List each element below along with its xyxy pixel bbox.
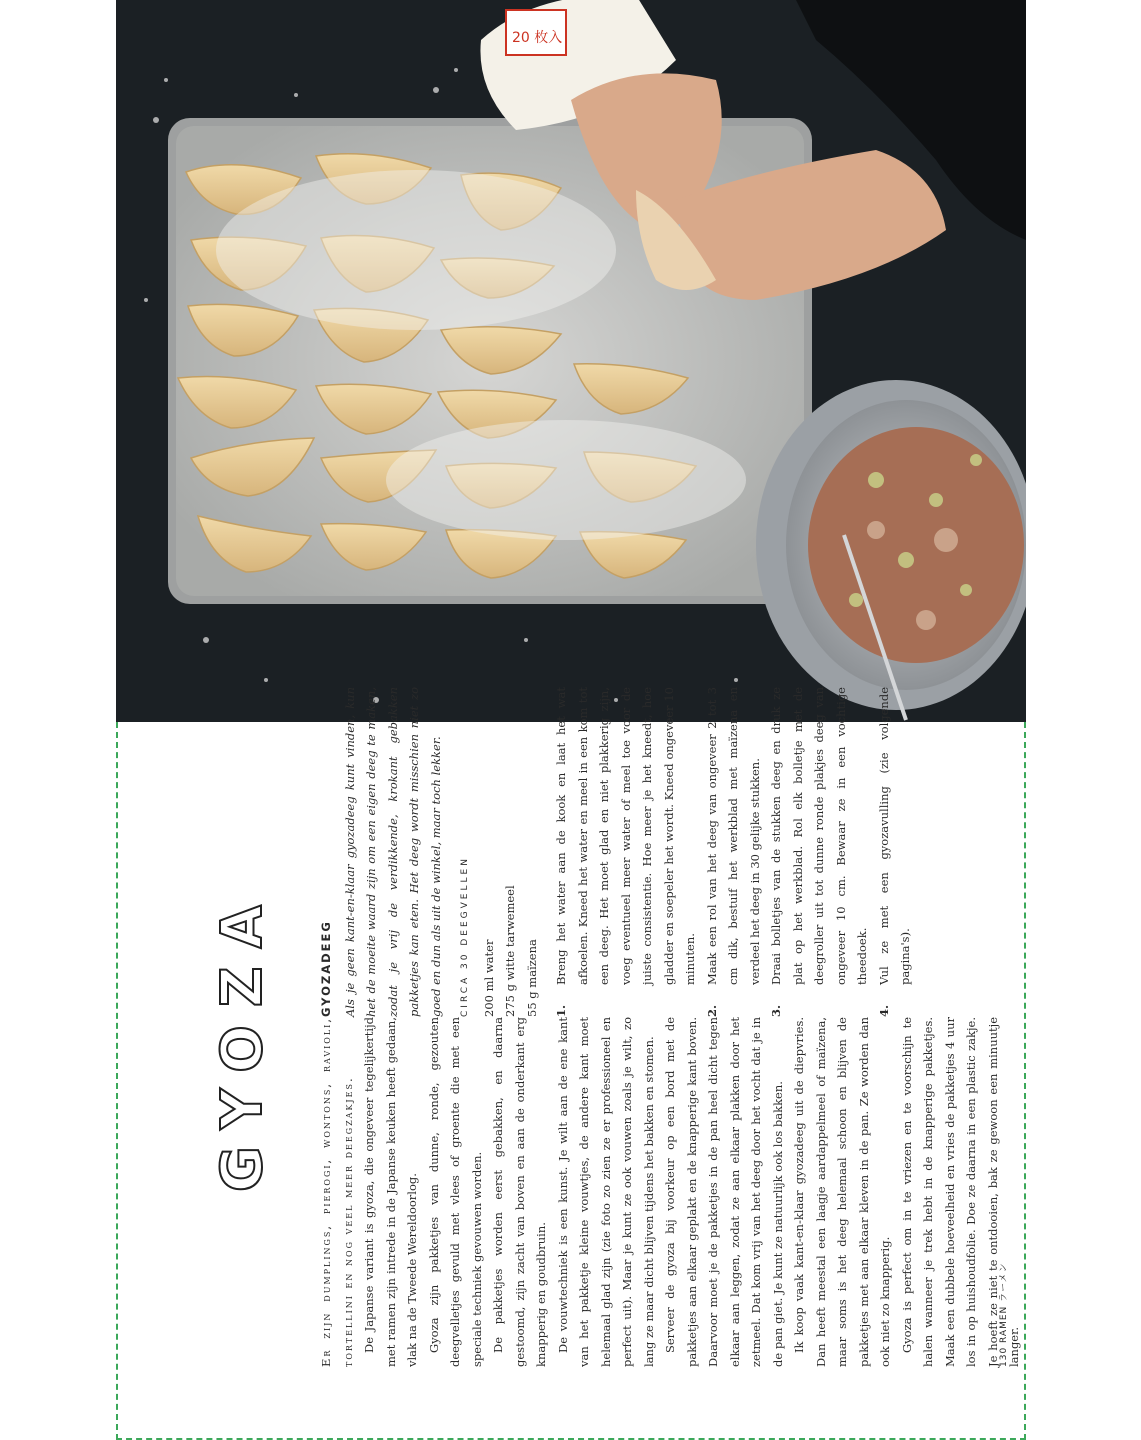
recipe-text-page bbox=[116, 687, 1026, 1440]
intro-paragraph-1: De Japanse variant is gyoza, die ongeveer tegelijkertijd met ramen zijn intrede in de Japanse keuken heeft gedaan, vlak na de Tweede Wereldoorlog. bbox=[362, 1017, 419, 1367]
recipe-heading: GYOZADEEG bbox=[319, 920, 333, 1017]
intro-lead: Er zijn dumplings, pierogi, wontons, ravioli, tortellini en nog veel meer deegzakjes. bbox=[319, 1017, 355, 1367]
recipe-yield: CIRCA 30 DEEGVELLEN bbox=[460, 856, 470, 1017]
intro-paragraph-2: Gyoza zijn pakketjes van dunne, ronde, gezouten deegvelletjes gevuld met vlees of groente die met een speciale techniek gevouwen worden. bbox=[426, 1017, 484, 1367]
intro-column bbox=[316, 1017, 1026, 1367]
ingredient-list bbox=[479, 687, 544, 1017]
ingredient-item: 55 g maïzena bbox=[524, 939, 539, 1017]
ingredient-item: 275 g witte tarwemeel bbox=[503, 885, 517, 1017]
dumpling-tray-image bbox=[116, 0, 1026, 722]
intro-paragraph-6: Ik koop vaak kant-en-klaar gyozadeeg uit de diepvries. Dan heeft meestal een laagje aardappelmeel of maïzena, maar soms is het deeg helemaal schoon en blijven de pakketjes met aan elkaar kleven in de pan. Ze worden dan ook niet zo knapperig. bbox=[792, 1017, 892, 1367]
step-number: 4. bbox=[876, 1004, 891, 1017]
step-text: Vul ze met een gyozavulling (zie volgende pagina's). bbox=[876, 687, 912, 985]
recipe-intro: Als je geen kant-en-klaar gyozadeeg kunt vinden, kun het de moeite waard zijn om een eigen deeg te maken, zodat je vrij de verdikkende, krokant gebakken pakketjes kan eten. Het deeg wordt misschien niet zo goed en dun als uit de winkel, maar toch lekker. bbox=[342, 687, 443, 1017]
step-number: 1. bbox=[554, 1004, 568, 1017]
step-text: Draai bolletjes van de stukken deeg en druk ze plat op het werkblad. Rol elk bolletje met de deegroller uit tot dunne ronde plakjes deeg van ongeveer 10 cm. Bewaar ze in een vochtige theedoek. bbox=[769, 687, 869, 985]
recipe-column bbox=[316, 687, 917, 1017]
intro-paragraph-4: De vouwtechniek is een kunst. Je wilt aan de ene kant van het pakketje kleine vouwtjes, de andere kant moet helemaal glad zijn (zie foto zo zien ze er professioneel en perfect uit). Maar je kunt ze ook vouwen zoals je wilt, zo lang ze maar dicht blijven tijdens het bakken en stomen. bbox=[555, 1017, 656, 1367]
package-label-text: 20 枚入 bbox=[512, 30, 563, 46]
intro-paragraph-7: Gyoza is perfect om in te vriezen en te voorschijn te halen wanneer je trek hebt in de knapperige pakketjes. Maak een dubbele hoeveelheid en vries de pakketjes 4 uur los in op huishoudfolie. Doe ze daarna in een plastic zakje. Je hoeft ze niet te ontdooien, bak ze gewoon een minuutje langer. bbox=[899, 1017, 1021, 1367]
rotated-content bbox=[138, 687, 1038, 1412]
step-text: Breng het water aan de kook en laat het wat afkoelen. Kneed het water en meel in een kom tot een deeg. Het moet glad en niet plakkerig zijn, voeg eventueel meer water of meel toe voor de juiste consistentie. Hoe meer je het kneedt, hoe gladder en soepeler het wordt. Kneed ongeveer 10 minuten. bbox=[554, 687, 697, 985]
gyoza-photo bbox=[116, 0, 1026, 722]
step-text: Maak een rol van het deeg van ongeveer 2 tot 3 cm dik, bestuif het werkblad met maïzena en verdeel het deeg in 30 gelijke stukken. bbox=[704, 687, 762, 985]
step-item bbox=[702, 687, 767, 1017]
step-number: 3. bbox=[769, 1004, 783, 1017]
page-footer: 130 RAMEN ラーメン bbox=[999, 1262, 1009, 1367]
ingredient-item: 200 ml water bbox=[481, 939, 496, 1017]
step-item bbox=[551, 687, 702, 1017]
step-item bbox=[766, 687, 874, 1017]
step-list bbox=[551, 687, 917, 1017]
step-number: 2. bbox=[704, 1004, 719, 1017]
intro-paragraph-5: Serveer de gyoza bij voorkeur op een bord met de pakketjes aan elkaar geplakt en de knapperige kant boven. Daarvoor moet je de pakketjes in de pan heel dicht tegen elkaar aan leggen, zodat ze aan elkaar plakken door het zetmeel. Dat kom vrij van het deeg door het vocht dat je in de pan giet. Je kunt ze natuurlijk ook los bakken. bbox=[663, 1017, 785, 1367]
page-title: GYOZA bbox=[210, 887, 275, 1192]
intro-paragraph-3: De pakketjes worden eerst gebakken, en daarna gestoomd, zijn zacht van boven en aan de onderkant erg knapperig en goudbruin. bbox=[491, 1017, 548, 1367]
step-item bbox=[874, 687, 917, 1017]
